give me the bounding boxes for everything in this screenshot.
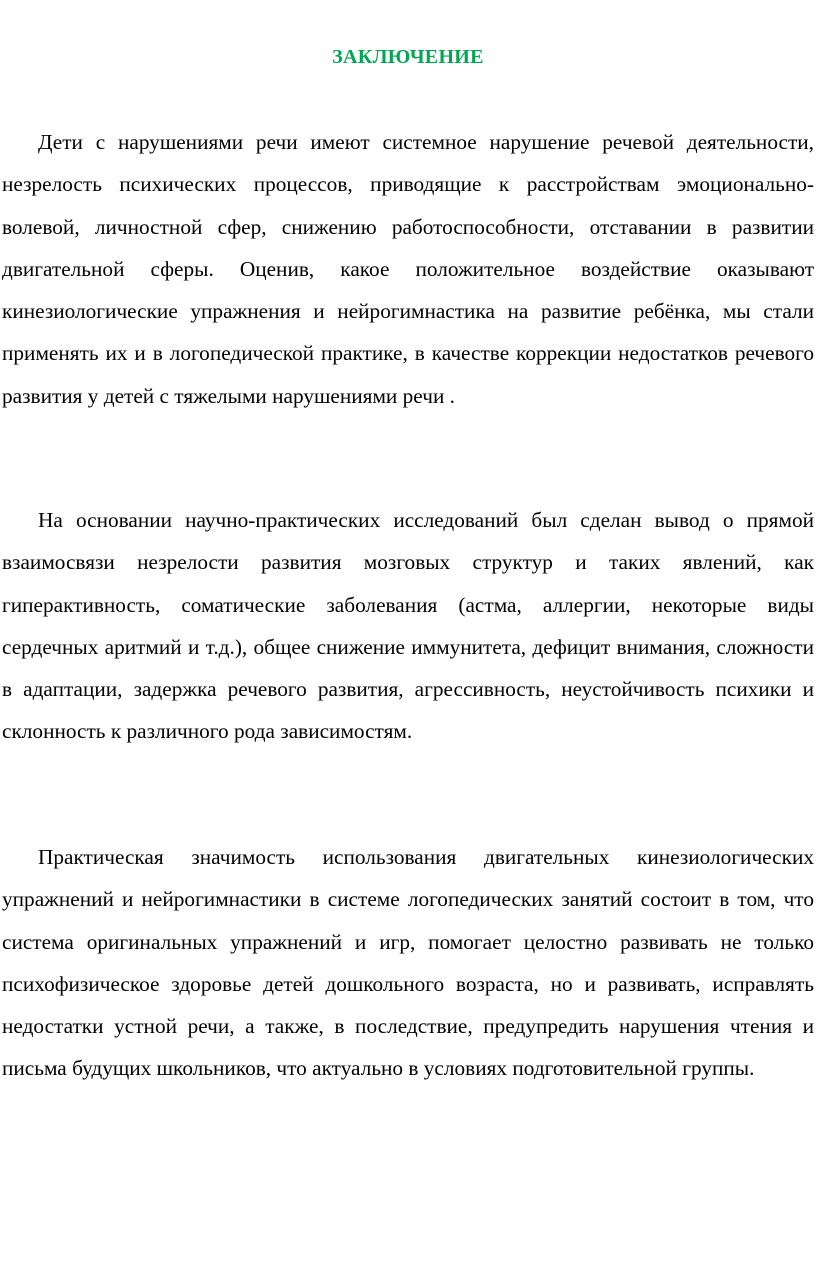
- paragraph-2: На основании научно-практических исследований был сделан вывод о прямой взаимосвязи незрелости развития мозговых структур и таких явлений, как гиперактивность, соматические заболевания (астма, аллергии, некоторые виды сердечных аритмий и т.д.), общее снижение иммунитета, дефицит внимания, сложности в адаптации, задержка речевого развития, агрессивность, неустойчивость психики и склонность к различного рода зависимостям.: [2, 508, 814, 744]
- paragraph-3: Практическая значимость использования двигательных кинезиологических упражнений и нейрогимнастики в системе логопедических занятий состоит в том, что система оригинальных упражнений и игр, помогает целостно развивать не только психофизическое здоровье детей дошкольного возраста, но и развивать, исправлять недостатки устной речи, а также, в последствие, предупредить нарушения чтения и письма будущих школьников, что актуально в условиях подготовительной группы.: [2, 845, 814, 1081]
- document-heading: ЗАКЛЮЧЕНИЕ: [332, 46, 484, 68]
- paragraph-1: Дети с нарушениями речи имеют системное нарушение речевой деятельности, незрелость психических процессов, приводящие к расстройствам эмоционально-волевой, личностной сфер, снижению работоспособности, отставании в развитии двигательной сферы. Оценив, какое положительное воздействие оказывают кинезиологические упражнения и нейрогимнастика на развитие ребёнка, мы стали применять их и в логопедической практике, в качестве коррекции недостатков речевого развития у детей с тяжелыми нарушениями речи .: [2, 130, 814, 408]
